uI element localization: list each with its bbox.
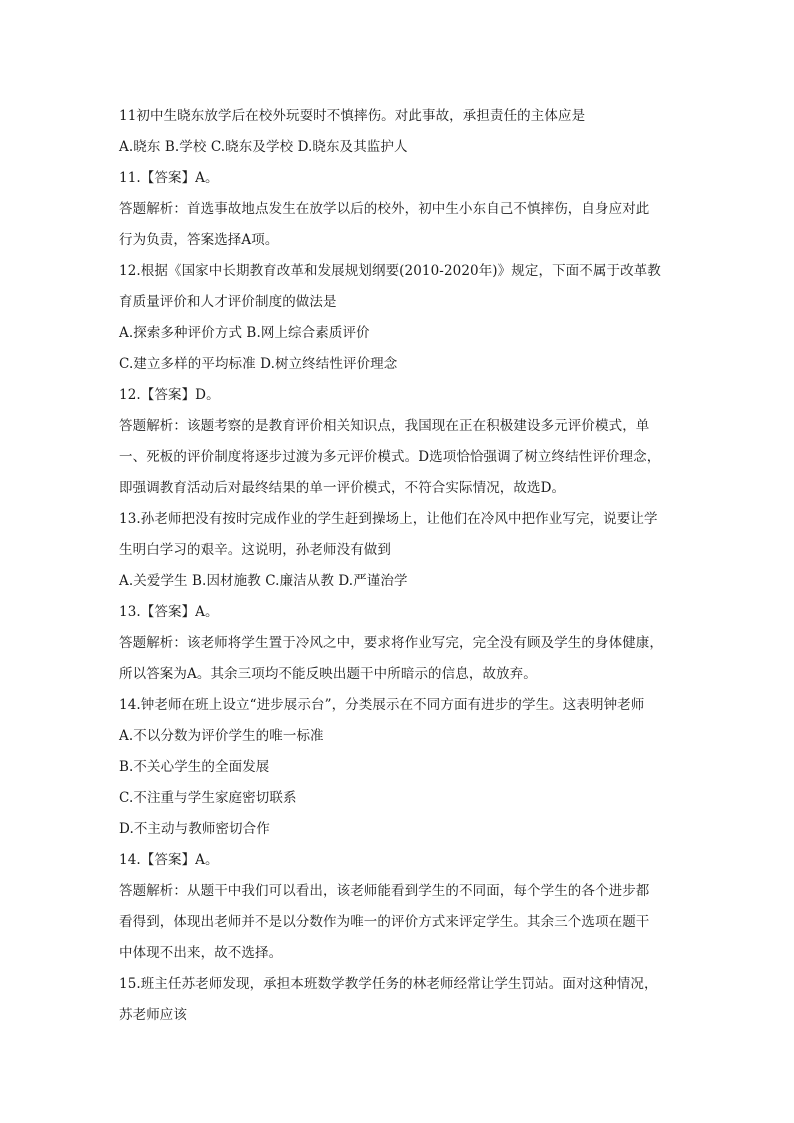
question-12-options-cd: C.建立多样的平均标准 D.树立终结性评价理念 <box>119 356 398 372</box>
explanation-11-line-1: 答题解析：首选事故地点发生在放学以后的校外，初中生小东自己不慎摔伤，自身应对此 <box>119 201 650 217</box>
explanation-14-line-2: 看得到，体现出老师并不是以分数作为唯一的评价方式来评定学生。其余三个选项在题干 <box>119 914 650 930</box>
question-12-options-ab: A.探索多种评价方式 B.网上综合素质评价 <box>119 325 370 341</box>
question-14: 14.钟老师在班上设立“进步展示台”，分类展示在不同方面有进步的学生。这表明钟老师 <box>119 697 645 713</box>
question-13-line-2: 生明白学习的艰辛。这说明，孙老师没有做到 <box>119 542 391 558</box>
question-15-line-2: 苏老师应该 <box>119 1007 187 1023</box>
question-14-option-d: D.不主动与教师密切合作 <box>119 821 270 837</box>
answer-11: 11.【答案】A。 <box>119 170 219 186</box>
explanation-12-line-1: 答题解析：该题考察的是教育评价相关知识点，我国现在正在积极建设多元评价模式，单 <box>119 418 650 434</box>
answer-13: 13.【答案】A。 <box>119 604 219 620</box>
question-13-options: A.关爱学生 B.因材施教 C.廉洁从教 D.严谨治学 <box>119 573 408 589</box>
question-14-option-a: A.不以分数为评价学生的唯一标准 <box>119 728 324 744</box>
explanation-14-line-3: 中体现不出来，故不选择。 <box>119 945 283 961</box>
answer-14: 14.【答案】A。 <box>119 852 219 868</box>
document-body <box>119 101 675 1031</box>
explanation-12-line-3: 即强调教育活动后对最终结果的单一评价模式，不符合实际情况，故选D。 <box>119 480 566 496</box>
explanation-11-line-2: 行为负责，答案选择A项。 <box>119 232 279 248</box>
question-13-line-1: 13.孙老师把没有按时完成作业的学生赶到操场上，让他们在冷风中把作业写完，说要让学 <box>119 511 658 527</box>
question-14-option-b: B.不关心学生的全面发展 <box>119 759 270 775</box>
question-15-line-1: 15.班主任苏老师发现，承担本班数学教学任务的林老师经常让学生罚站。面对这种情况， <box>119 976 658 992</box>
question-11: 11初中生晓东放学后在校外玩耍时不慎摔伤。对此事故，承担责任的主体应是 <box>119 108 586 124</box>
explanation-13-line-2: 所以答案为A。其余三项均不能反映出题干中所暗示的信息，故放弃。 <box>119 666 537 682</box>
explanation-13-line-1: 答题解析：该老师将学生置于冷风之中，要求将作业写完，完全没有顾及学生的身体健康， <box>119 635 663 651</box>
explanation-14-line-1: 答题解析：从题干中我们可以看出，该老师能看到学生的不同面，每个学生的各个进步都 <box>119 883 650 899</box>
question-12-line-1: 12.根据《国家中长期教育改革和发展规划纲要(2010-2020年)》规定，下面不属于改革教 <box>119 263 661 279</box>
question-11-options: A.晓东 B.学校 C.晓东及学校 D.晓东及其监护人 <box>119 139 408 155</box>
explanation-12-line-2: 一、死板的评价制度将逐步过渡为多元评价模式。D选项恰恰强调了树立终结性评价理念， <box>119 449 661 465</box>
answer-12: 12.【答案】D。 <box>119 387 220 403</box>
question-14-option-c: C.不注重与学生家庭密切联系 <box>119 790 297 806</box>
question-12-line-2: 育质量评价和人才评价制度的做法是 <box>119 294 337 310</box>
